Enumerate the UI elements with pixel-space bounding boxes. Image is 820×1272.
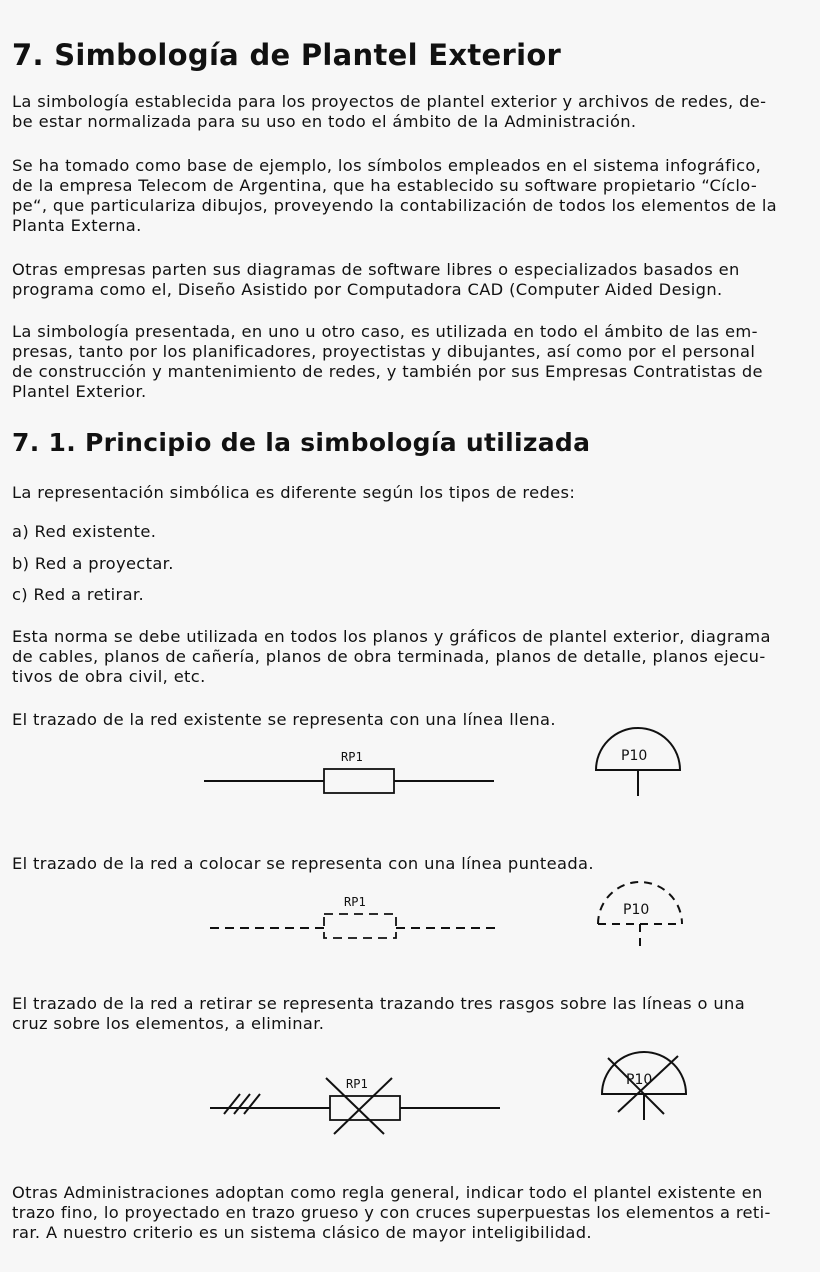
section-title: 7. Simbología de Plantel Exterior [12, 38, 562, 72]
text-line: de la empresa Telecom de Argentina, que ha establecido su software propietario “Cíclo- [12, 176, 758, 195]
text-line: Esta norma se debe utilizada en todos los planos y gráficos de plantel exterior, diagrama [12, 627, 771, 646]
text-line: be estar normalizada para su uso en todo el ámbito de la Administración. [12, 112, 637, 131]
text-line: Plantel Exterior. [12, 382, 147, 401]
text-line: Se ha tomado como base de ejemplo, los símbolos empleados en el sistema infográfico, [12, 156, 762, 175]
label-p10-proyectar: P10 [623, 902, 650, 918]
label-p10-retirar: P10 [626, 1072, 653, 1088]
text-line: presas, tanto por los planificadores, proyectistas y dibujantes, así como por el personal [12, 342, 756, 361]
text-line: La simbología establecida para los proyectos de plantel exterior y archivos de redes, de- [12, 92, 767, 111]
text-line: pe“, que particulariza dibujos, proveyendo la contabilización de todos los elementos de la [12, 196, 778, 215]
text-line: de cables, planos de cañería, planos de obra terminada, planos de detalle, planos ejecu- [12, 647, 766, 666]
text-line: El trazado de la red a retirar se representa trazando tres rasgos sobre las líneas o una [12, 994, 746, 1013]
symbol-rp1-existente [204, 769, 494, 793]
text-line: programa como el, Diseño Asistido por Computadora CAD (Computer Aided Design. [12, 280, 723, 299]
text-line: El trazado de la red existente se representa con una línea llena. [12, 710, 556, 729]
text-line: rar. A nuestro criterio es un sistema clásico de mayor inteligibilidad. [12, 1223, 592, 1242]
subsection-title: 7. 1. Principio de la simbología utilizada [12, 428, 591, 457]
text-line: b) Red a proyectar. [12, 554, 174, 573]
text-line: trazo fino, lo proyectado en trazo grueso y con cruces superpuestas los elementos a reti- [12, 1203, 771, 1222]
text-line: Planta Externa. [12, 216, 142, 235]
label-rp1-proyectar: RP1 [344, 895, 366, 909]
text-line: Otras Administraciones adoptan como regla general, indicar todo el plantel existente en [12, 1183, 763, 1202]
label-rp1-existente: RP1 [341, 750, 363, 764]
text-line: La representación simbólica es diferente según los tipos de redes: [12, 483, 576, 502]
label-p10-existente: P10 [621, 748, 648, 764]
text-line: tivos de obra civil, etc. [12, 667, 206, 686]
text-line: Otras empresas parten sus diagramas de software libres o especializados basados en [12, 260, 740, 279]
text-line: El trazado de la red a colocar se representa con una línea punteada. [12, 854, 594, 873]
text-line: La simbología presentada, en uno u otro caso, es utilizada en todo el ámbito de las em- [12, 322, 758, 341]
symbol-rp1-proyectar [210, 914, 496, 938]
text-line: de construcción y mantenimiento de redes, y también por sus Empresas Contratistas de [12, 362, 763, 381]
text-line: c) Red a retirar. [12, 585, 144, 604]
label-rp1-retirar: RP1 [346, 1077, 368, 1091]
text-line: a) Red existente. [12, 522, 157, 541]
text-line: cruz sobre los elementos, a eliminar. [12, 1014, 325, 1033]
